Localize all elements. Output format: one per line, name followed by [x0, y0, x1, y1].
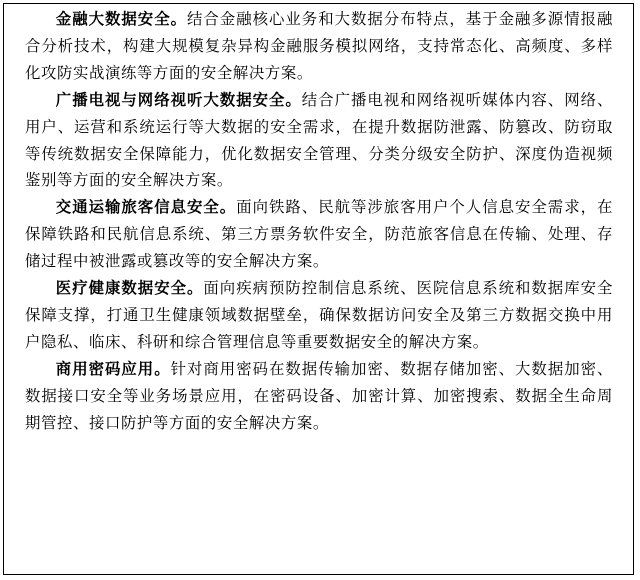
paragraph-heading: 广播电视与网络视听大数据安全。: [55, 90, 302, 109]
paragraph-heading: 交通运输旅客信息安全。: [55, 198, 237, 217]
paragraph-text: 针对商用密码在数据传输加密、数据存储加密、大数据加密、数据接口安全等业务场景应用，在密码设备、加密计算、加密搜索、数据全生命周期管控、接口防护等方面的安全解决方案。: [25, 359, 614, 432]
paragraph-healthcare-data-security: [25, 275, 613, 356]
paragraph-transport-passenger-info-security: [25, 194, 613, 275]
document-body: [25, 6, 613, 437]
paragraph-text: 结合金融核心业务和大数据分布特点，基于金融多源情报融合分析技术，构建大规模复杂异构金融服务模拟网络，支持常态化、高频度、多样化攻防实战演练等方面的安全解决方案。: [25, 10, 613, 82]
paragraph-text: 面向铁路、民航等涉旅客用户个人信息安全需求，在保障铁路和民航信息系统、第三方票务软件安全，防范旅客信息在传输、处理、存储过程中被泄露或篡改等的安全解决方案。: [25, 198, 613, 271]
paragraph-heading: 金融大数据安全。: [55, 10, 187, 28]
paragraph-heading: 商用密码应用。: [55, 359, 171, 378]
paragraph-finance-data-security: [25, 6, 613, 87]
paragraph-text: 面向疾病预防控制信息系统、医院信息系统和数据库安全保障支撑，打通卫生健康领域数据壁垒，确保数据访问安全及第三方数据交换中用户隐私、临床、科研和综合管理信息等重要数据安全的解决方案。: [25, 279, 613, 351]
paragraph-text: 结合广播电视和网络视听媒体内容、网络、用户、运营和系统运行等大数据的安全需求，在提升数据防泄露、防篡改、防窃取等传统数据安全保障能力，优化数据安全管理、分类分级安全防护、深度伪造视频鉴别等方面的安全解决方案。: [25, 90, 613, 190]
paragraph-broadcast-media-data-security: [25, 87, 613, 195]
paragraph-heading: 医疗健康数据安全。: [55, 279, 204, 298]
paragraph-commercial-cryptography: [25, 356, 613, 437]
